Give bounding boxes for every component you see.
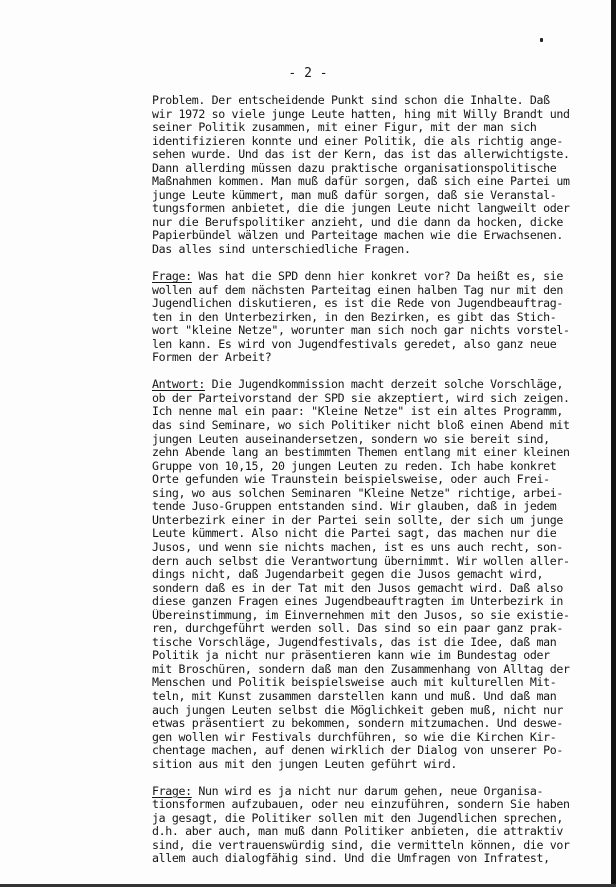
text-line: wollen auf dem nächsten Parteitag einen halben Tag nur mit den [152, 283, 564, 297]
text-line: Das alles sind unterschiedliche Fragen. [152, 243, 411, 257]
text-line: das sind Seminare, wo sich Politiker nicht bloß einen Abend mit [152, 419, 570, 433]
interview-paragraph-4 [152, 785, 584, 866]
text-line: nur die Berufspolitiker anzieht, und die dann da hocken, dicke [152, 215, 564, 229]
text-line: etwas präsentiert zu bekommen, sondern mitzumachen. Und deswe- [152, 717, 564, 731]
text-line: Unterbezirk einer in der Partei sein sollte, der sich um junge [152, 513, 564, 527]
text-line: Papierbündel wälzen und Parteitage machen wie die Erwachsenen. [152, 229, 564, 243]
text-line: sind, die vertrauenswürdig sind, die vermitteln können, die vor [152, 838, 570, 852]
text-line: Politik ja nicht nur präsentieren kann wie im Bundestag oder [152, 649, 550, 663]
text-line: ren, durchgeführt werden soll. Das sind so ein paar ganz prak- [152, 622, 564, 636]
text-line [152, 378, 584, 392]
text-line: dings nicht, daß Jugendarbeit gegen die Jusos gemacht wird, [152, 568, 544, 582]
text-line: Übereinstimmung, im Einvernehmen mit den Jusos, so sie existie- [152, 608, 570, 622]
text-line: mit Broschüren, sondern daß man den Zusammenhang von Alltag der [152, 662, 570, 676]
text-line: d.h. aber auch, man muß dann Politiker anbieten, die attraktiv [152, 825, 564, 839]
text-line: allem auch dialogfähig sind. Und die Umfragen von Infratest, [152, 852, 550, 866]
text-line: len kann. Es wird von Jugendfestivals geredet, also ganz neue [152, 337, 557, 351]
text-line: Maßnahmen kommen. Man muß dafür sorgen, daß sich eine Partei um [152, 175, 570, 189]
text-line: gen wollen wir Festivals durchführen, so wie die Kirchen Kir- [152, 730, 557, 744]
text-line: dern auch selbst die Verantwortung übernimmt. Wir wollen aller- [152, 554, 570, 568]
text-line: jungen Leuten auseinandersetzen, sondern wo sie bereit sind, [152, 432, 550, 446]
text-line [152, 270, 584, 284]
text-line: tende Juso-Gruppen entstanden sind. Wir glauben, daß in jedem [152, 500, 557, 514]
speaker-label: Antwort: [152, 378, 206, 392]
text-line: wort "kleine Netze", worunter man sich noch gar nichts vorstel- [152, 324, 570, 338]
text-line: tische Vorschläge, Jugendfestivals, das ist die Idee, daß man [152, 635, 557, 649]
text-line: Jugendlichen diskutieren, es ist die Rede von Jugendbeauftrag- [152, 297, 564, 311]
text-line: auch jungen Leuten selbst die Möglichkeit geben muß, nicht nur [152, 703, 564, 717]
text-line: sing, wo aus solchen Seminaren "Kleine Netze" richtige, arbei- [152, 486, 564, 500]
text-line: Jusos, und wenn sie nichts machen, ist es uns auch recht, son- [152, 540, 564, 554]
text-paragraph-1 [152, 94, 584, 257]
text-line: Leute kümmert. Also nicht die Partei sagt, das machen nur die [152, 527, 557, 541]
text-line: Problem. Der entscheidende Punkt sind schon die Inhalte. Daß [152, 94, 550, 107]
text-line [152, 785, 584, 799]
text-line: chentage machen, auf denen wirklich der Dialog von unserer Po- [152, 744, 564, 758]
interview-paragraph-3 [152, 378, 584, 771]
speaker-label: Frage: [152, 784, 192, 798]
text-line: diese ganzen Fragen eines Jugendbeauftragten im Unterbezirk in [152, 595, 564, 609]
text-line: tungsformen anbietet, die die jungen Leute nicht langweilt oder [152, 202, 570, 216]
text-line: Orte gefunden wie Traunstein beispielsweise, oder auch Frei- [152, 473, 550, 487]
text-line: junge Leute kümmert, man muß dafür sorgen, daß sie Veranstal- [152, 188, 557, 202]
document-body [152, 94, 584, 880]
text-line: tionsformen aufzubauen, oder neu einzuführen, sondern Sie haben [152, 798, 570, 812]
text-line: sondern daß es in der Tat mit den Jusos gemacht wird. Daß also [152, 581, 564, 595]
page-number: - 2 - [288, 66, 328, 81]
text-line: Gruppe von 10,15, 20 jungen Leuten zu reden. Ich habe konkret [152, 459, 557, 473]
scan-speck [540, 38, 543, 42]
text-line: Formen der Arbeit? [152, 351, 272, 365]
line-text: Was hat die SPD denn hier konkret vor? Da heißt es, sie [191, 270, 564, 284]
text-line: zehn Abende lang an bestimmten Themen entlang mit einer kleinen [152, 446, 570, 460]
text-line: wir 1972 so viele junge Leute hatten, hing mit Willy Brandt und [152, 107, 570, 121]
text-line: Ich nenne mal ein paar: "Kleine Netze" ist ein altes Programm, [152, 405, 564, 419]
text-line: Menschen und Politik beispielsweise auch mit kulturellen Mit- [152, 676, 557, 690]
line-text: Nun wird es ja nicht nur darum gehen, neue Organisa- [191, 784, 544, 798]
interview-paragraph-2 [152, 270, 584, 365]
speaker-label: Frage: [152, 270, 192, 284]
text-line: ja gesagt, die Politiker sollen mit den Jugendlichen sprechen, [152, 811, 564, 825]
scan-border-right [611, 0, 616, 887]
text-line: ten in den Unterbezirken, in den Bezirken, es gibt das Stich- [152, 310, 557, 324]
text-line: ob der Parteivorstand der SPD sie akzeptiert, wird sich zeigen. [152, 391, 570, 405]
text-line: Dann allerding müssen dazu praktische organisationspolitische [152, 161, 557, 175]
text-line: seiner Politik zusammen, mit einer Figur, mit der man sich [152, 121, 537, 135]
line-text: Die Jugendkommission macht derzeit solche Vorschläge, [205, 378, 564, 392]
text-line: identifizieren konnte und einer Politik, die als richtig ange- [152, 134, 564, 148]
text-line: sition aus mit den jungen Leuten geführt wird. [152, 757, 457, 771]
text-line: teln, mit Kunst zusammen darstellen kann und muß. Und daß man [152, 689, 557, 703]
text-line: sehen wurde. Und das ist der Kern, das ist das allerwichtigste. [152, 148, 570, 162]
